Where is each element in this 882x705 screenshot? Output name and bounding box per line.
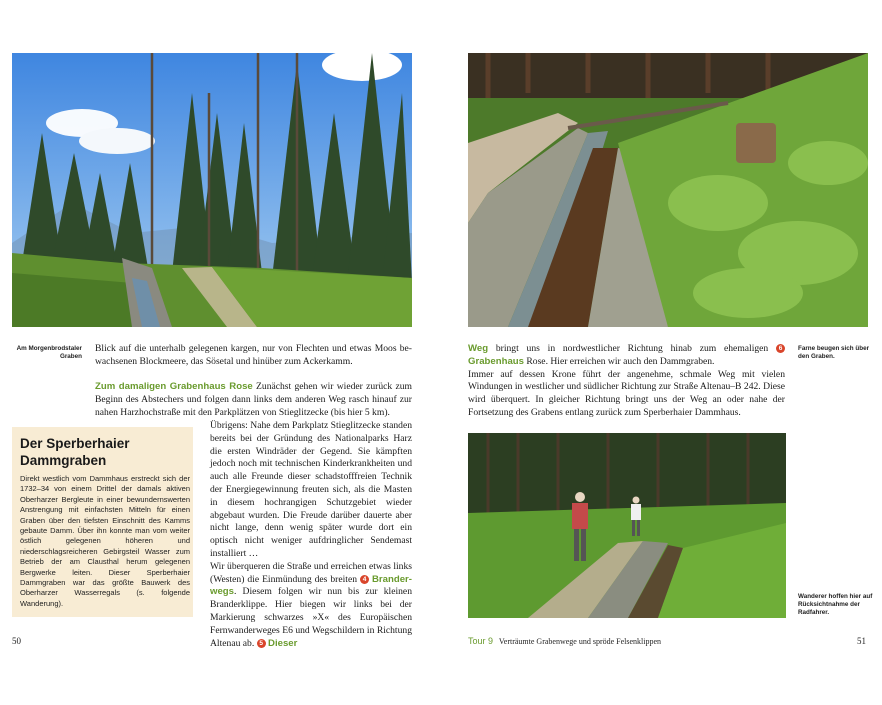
hikers-photo	[468, 433, 786, 618]
waypoint-marker-5: 5	[257, 639, 266, 648]
branderweg-link: Branderwegs	[210, 573, 412, 598]
info-box-title	[20, 435, 130, 469]
right-paragraph-2: Immer auf dessen Krone führt der angenehme, schmale Weg mit vielen Windungen in westlicher und südlicher Richtung zur Straße Altenau–B 242. Diese wird überquert. In gleicher Richtung bringt uns der Weg an oder nahe der Fortsetzung des Grabens entlang zurück zum Sperberhaier Dammhaus.	[468, 368, 785, 418]
photo-caption-right-top: Farne beugen sich über den Graben.	[798, 345, 870, 360]
info-box	[12, 427, 193, 617]
footer-tour-label: Tour 9	[468, 636, 494, 646]
route-text-b: . Diesem folgen wir nun bis zur kleinen Branderklippe. Hier biegen wir links bei der Markierung schwarzes »X« des Europäischen Fernwanderweges E6 und Wegschildern in Richtung Altenau ab.	[210, 586, 412, 649]
info-box-text: Direkt westlich vom Dammhaus erstreckt sich der 1732–34 von einem Drittel der damals aktiven Oberharzer Bergleute in einer bewundernswerten Anstrengung mit einfachsten Mitteln für einen Graben über den tiefsten Einschnitt des Kamms gebaute Damm. Über ihn konnte man vom weiter östlich gelegenen höheren und niederschlagsreicheren Gebirgsteil Wasser zum Betrieb der am Clausthal herum gelegenen Bergwerke leiten. Dieser Sperberhaier Dammgraben war das größte Bauwerk des Oberharzer Wasserregals (s. folgende Wanderung).	[20, 474, 190, 608]
grabenhaus-link: Grabenhaus	[468, 355, 524, 367]
column-two	[210, 420, 412, 650]
info-box-title-line1: Der Sperberhaier	[20, 436, 130, 451]
right-paragraph-1	[468, 343, 785, 420]
photo-caption-right-bottom: Wanderer hoffen hier auf Rücksichtnahme der Radfahrer.	[798, 593, 873, 616]
photo-caption-left: Am Morgenbrodstaler Graben	[16, 345, 82, 360]
dieser-link: Dieser	[268, 637, 298, 649]
intro-text: Blick auf die unterhalb gelegenen kargen, nur von Flechten und etwas Moos bewachsenen Blockmeere, das Sösetal und hinüber zum Ackerkamm.	[95, 343, 412, 367]
right-text-a: bringt uns in nordwestlicher Richtung hinab zum ehemaligen	[488, 343, 776, 354]
section-paragraph	[95, 381, 412, 419]
uebrigens-paragraph: Übrigens: Nahe dem Parkplatz Stieglitzecke standen bereits bei der Gründung des Nationalparks Harz die ersten Windräder der Gegend. Sie kämpften jedoch noch mit technischen Kinderkrankheiten und auch alle Freunde dieser schadstofffreien Technik der Energiegewinnung freuten sich, als die Masten in diesem hochrangigen Schutzgebiet wieder abgebaut wurden. Die Freude darüber dauerte aber nicht lange, denn wenig später wurde dort ein optisch nicht weniger aufdringlicher Sendemast installiert …	[210, 420, 412, 559]
footer-tour-title: Verträumte Grabenwege und spröde Felsenklippen	[498, 637, 662, 646]
page-number-right: 51	[857, 636, 866, 646]
waypoint-marker-6: 6	[776, 344, 785, 353]
right-text-b: Rose. Hier erreichen wir auch den Dammgraben.	[523, 355, 715, 367]
weg-link: Weg	[468, 343, 489, 354]
page-number-left: 50	[12, 636, 21, 646]
info-box-title-line2: Dammgraben	[20, 453, 107, 468]
waypoint-marker-4: 4	[360, 575, 369, 584]
page-footer	[468, 636, 661, 646]
section-heading: Zum damaligen Grabenhaus Rose	[95, 381, 253, 392]
section-text: Zunächst gehen wir wieder zurück zum Beginn des Abstechers und folgen dann links dem anderen Weg rasch hinauf zur nahen Harzhochstraße mit den Parkplätzen von Stieglitzecke (bis hier 5 km).	[95, 381, 412, 418]
intro-paragraph	[95, 343, 412, 369]
route-text-a: Wir überqueren die Straße und erreichen etwas links (Westen) die Einmündung des breiten	[210, 560, 412, 585]
forest-ditch-photo	[12, 53, 412, 327]
ferns-ditch-photo	[468, 53, 868, 327]
